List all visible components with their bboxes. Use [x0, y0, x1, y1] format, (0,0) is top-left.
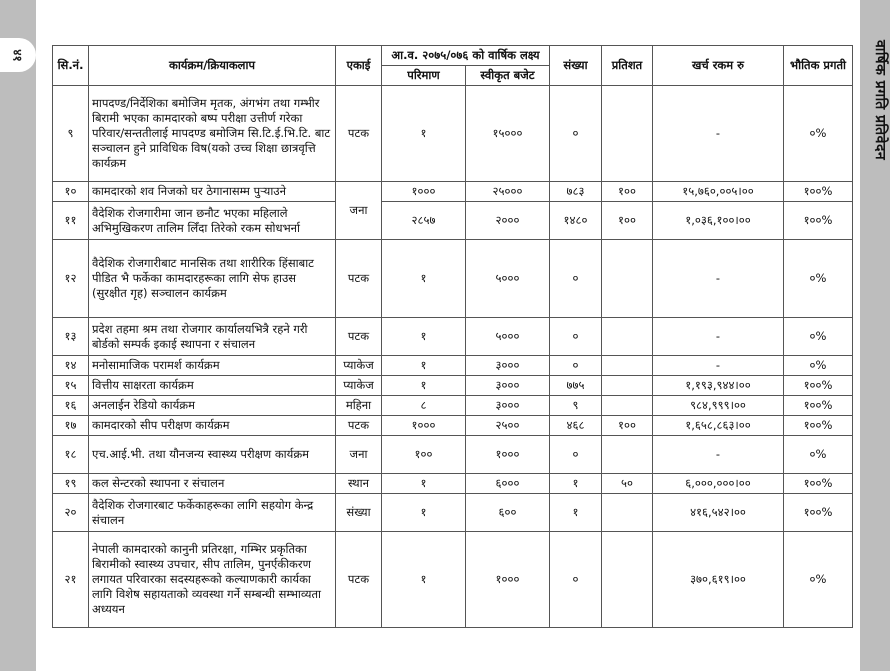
row-sn: ९ [53, 86, 89, 182]
row-program: वैदेशिक रोजगारीबाट मानसिक तथा शारीरिक हिंसाबाट पीडित भै फर्केका कामदारहरूका लागि सेफ हाउस (सुरक्षीत गृह) सञ्चालन कार्यक्रम [89, 240, 336, 318]
row-physical: १००% [784, 202, 853, 240]
row-budget: ३००० [466, 396, 550, 416]
row-budget: ३००० [466, 376, 550, 396]
row-budget: ३००० [466, 356, 550, 376]
row-unit: पटक [336, 318, 382, 356]
row-unit: प्याकेज [336, 376, 382, 396]
row-sn: १७ [53, 416, 89, 436]
table-row [53, 376, 853, 396]
table-row [53, 356, 853, 376]
row-physical: ०% [784, 532, 853, 628]
row-program: वैदेशिक रोजगारबाट फर्केकाहरूका लागि सहयोग केन्द्र संचालन [89, 494, 336, 532]
row-program: नेपाली कामदारको कानुनी प्रतिरक्षा, गम्भिर प्रकृतिका बिरामीको स्वास्थ्य उपचार, सीप तालिम, पुनर्एकीकरण लगायत परिवारका सदस्यहरूको कल्याणकारी कार्यका लागि विशेष सहायताको व्यवस्था गर्ने सम्बन्धी सम्भाव्यता अध्ययन [89, 532, 336, 628]
table-row [53, 494, 853, 532]
row-sn: १५ [53, 376, 89, 396]
row-program: एच.आई.भी. तथा यौनजन्य स्वास्थ्य परीक्षण कार्यक्रम [89, 436, 336, 474]
row-unit: पटक [336, 416, 382, 436]
row-percent: १०० [602, 182, 653, 202]
row-sn: २१ [53, 532, 89, 628]
row-count: ० [550, 318, 602, 356]
row-budget: २५०० [466, 416, 550, 436]
row-physical: १००% [784, 396, 853, 416]
row-unit: प्याकेज [336, 356, 382, 376]
row-budget: ६००० [466, 474, 550, 494]
row-percent: १०० [602, 416, 653, 436]
row-unit: महिना [336, 396, 382, 416]
row-physical: ०% [784, 356, 853, 376]
row-percent [602, 376, 653, 396]
row-percent [602, 356, 653, 376]
row-program: कल सेन्टरको स्थापना र संचालन [89, 474, 336, 494]
row-sn: २० [53, 494, 89, 532]
row-percent: १०० [602, 202, 653, 240]
row-expense: ६,०००,०००।०० [653, 474, 784, 494]
row-expense: १५,७६०,००५।०० [653, 182, 784, 202]
row-count: ० [550, 240, 602, 318]
header-quantity: परिमाण [382, 66, 466, 86]
row-expense: १,१९३,९४४।०० [653, 376, 784, 396]
row-physical: १००% [784, 416, 853, 436]
row-quantity: १ [382, 376, 466, 396]
row-unit: संख्या [336, 494, 382, 532]
row-program: वैदेशिक रोजगारीमा जान छनौट भएका महिलाले अभिमुखिकरण तालिम लिँदा तिरेको रकम सोधभर्ना [89, 202, 336, 240]
row-budget: ५००० [466, 240, 550, 318]
row-quantity: ८ [382, 396, 466, 416]
row-percent [602, 494, 653, 532]
row-physical: ०% [784, 86, 853, 182]
row-expense: - [653, 356, 784, 376]
row-physical: १००% [784, 182, 853, 202]
row-program: प्रदेश तहमा श्रम तथा रोजगार कार्यालयभित्रै रहने गरी बोर्डको सम्पर्क इकाई स्थापना र संचालन [89, 318, 336, 356]
row-unit: जना [336, 436, 382, 474]
row-physical: ०% [784, 318, 853, 356]
header-percent: प्रतिशत [602, 46, 653, 86]
row-sn: १३ [53, 318, 89, 356]
row-expense: १,०३६,१००।०० [653, 202, 784, 240]
row-physical: ०% [784, 436, 853, 474]
row-count: १ [550, 494, 602, 532]
row-program: कामदारको शव निजको घर ठेगानासम्म पुर्‍याउने [89, 182, 336, 202]
row-program: मापदण्ड/निर्देशिका बमोजिम मृतक, अंगभंग तथा गम्भीर बिरामी भएका कामदारको बष्प परीक्षा उत्तीर्ण गरेका परिवार/सन्ततीलाई मापदण्ड बमोजिम सि.टि.ई.भि.टि. बाट सञ्चालन हुने प्राविधिक विष(यको उच्च शिक्षा छात्रवृत्ति कार्यक्रम [89, 86, 336, 182]
row-expense: १,६५८,८६३।०० [653, 416, 784, 436]
table-row [53, 396, 853, 416]
page-number-badge [0, 38, 36, 72]
row-quantity: २८५७ [382, 202, 466, 240]
row-count: ९ [550, 396, 602, 416]
right-margin-strip [860, 0, 890, 671]
row-count: ० [550, 356, 602, 376]
row-count: १ [550, 474, 602, 494]
row-expense: - [653, 240, 784, 318]
row-expense: ४१६,५४२।०० [653, 494, 784, 532]
row-physical: १००% [784, 376, 853, 396]
table-row [53, 318, 853, 356]
row-quantity: १ [382, 474, 466, 494]
row-quantity: १ [382, 532, 466, 628]
row-quantity: १ [382, 494, 466, 532]
row-budget: १००० [466, 436, 550, 474]
table-row [53, 202, 853, 240]
row-quantity: १०० [382, 436, 466, 474]
row-count: ७८३ [550, 182, 602, 202]
row-count: ७७५ [550, 376, 602, 396]
table-row [53, 240, 853, 318]
left-margin-strip [0, 0, 36, 671]
row-percent [602, 240, 653, 318]
row-physical: ०% [784, 240, 853, 318]
row-budget: २५००० [466, 182, 550, 202]
row-budget: ६०० [466, 494, 550, 532]
row-unit: जना [336, 182, 382, 240]
row-expense: ३७०,६१९।०० [653, 532, 784, 628]
row-sn: १२ [53, 240, 89, 318]
row-count: ४६८ [550, 416, 602, 436]
row-sn: १९ [53, 474, 89, 494]
row-program: अनलाईन रेडियो कार्यक्रम [89, 396, 336, 416]
row-percent [602, 396, 653, 416]
row-physical: १००% [784, 494, 853, 532]
row-percent [602, 436, 653, 474]
row-count: ० [550, 532, 602, 628]
row-program: वित्तीय साक्षरता कार्यक्रम [89, 376, 336, 396]
page-number: ४१ [10, 48, 25, 62]
row-expense: - [653, 86, 784, 182]
row-expense: - [653, 318, 784, 356]
row-physical: १००% [784, 474, 853, 494]
row-sn: १० [53, 182, 89, 202]
row-sn: १८ [53, 436, 89, 474]
row-sn: ११ [53, 202, 89, 240]
row-unit: स्थान [336, 474, 382, 494]
row-quantity: १ [382, 318, 466, 356]
row-sn: १६ [53, 396, 89, 416]
header-budget: स्वीकृत बजेट [466, 66, 550, 86]
row-budget: ५००० [466, 318, 550, 356]
header-unit: एकाई [336, 46, 382, 86]
table-row [53, 436, 853, 474]
table-row [53, 474, 853, 494]
row-count: ० [550, 86, 602, 182]
header-count: संख्या [550, 46, 602, 86]
row-expense: - [653, 436, 784, 474]
row-count: ० [550, 436, 602, 474]
row-program: कामदारको सीप परीक्षण कार्यक्रम [89, 416, 336, 436]
row-quantity: १ [382, 86, 466, 182]
row-quantity: १ [382, 240, 466, 318]
row-budget: २००० [466, 202, 550, 240]
row-budget: १००० [466, 532, 550, 628]
row-budget: १५००० [466, 86, 550, 182]
row-percent [602, 532, 653, 628]
row-sn: १४ [53, 356, 89, 376]
row-percent [602, 86, 653, 182]
row-unit: पटक [336, 240, 382, 318]
side-title: वार्षिक प्रगति प्रतिवेदन [872, 40, 888, 161]
table-row [53, 86, 853, 182]
row-program: मनोसामाजिक परामर्श कार्यक्रम [89, 356, 336, 376]
row-percent [602, 318, 653, 356]
row-unit: पटक [336, 86, 382, 182]
row-expense: ९८४,९९९।०० [653, 396, 784, 416]
header-physical-progress: भौतिक प्रगती [784, 46, 853, 86]
header-annual-target: आ.व. २०७५/०७६ को वार्षिक लक्ष्य [382, 46, 550, 66]
header-sn: सि.नं. [53, 46, 89, 86]
table-row [53, 182, 853, 202]
row-quantity: १००० [382, 416, 466, 436]
header-expense: खर्च रकम रु [653, 46, 784, 86]
row-percent: ५० [602, 474, 653, 494]
header-program: कार्यक्रम/क्रियाकलाप [89, 46, 336, 86]
row-count: १४८० [550, 202, 602, 240]
row-quantity: १००० [382, 182, 466, 202]
row-unit: पटक [336, 532, 382, 628]
table-row [53, 532, 853, 628]
table-row [53, 416, 853, 436]
row-quantity: १ [382, 356, 466, 376]
progress-table [52, 45, 853, 628]
